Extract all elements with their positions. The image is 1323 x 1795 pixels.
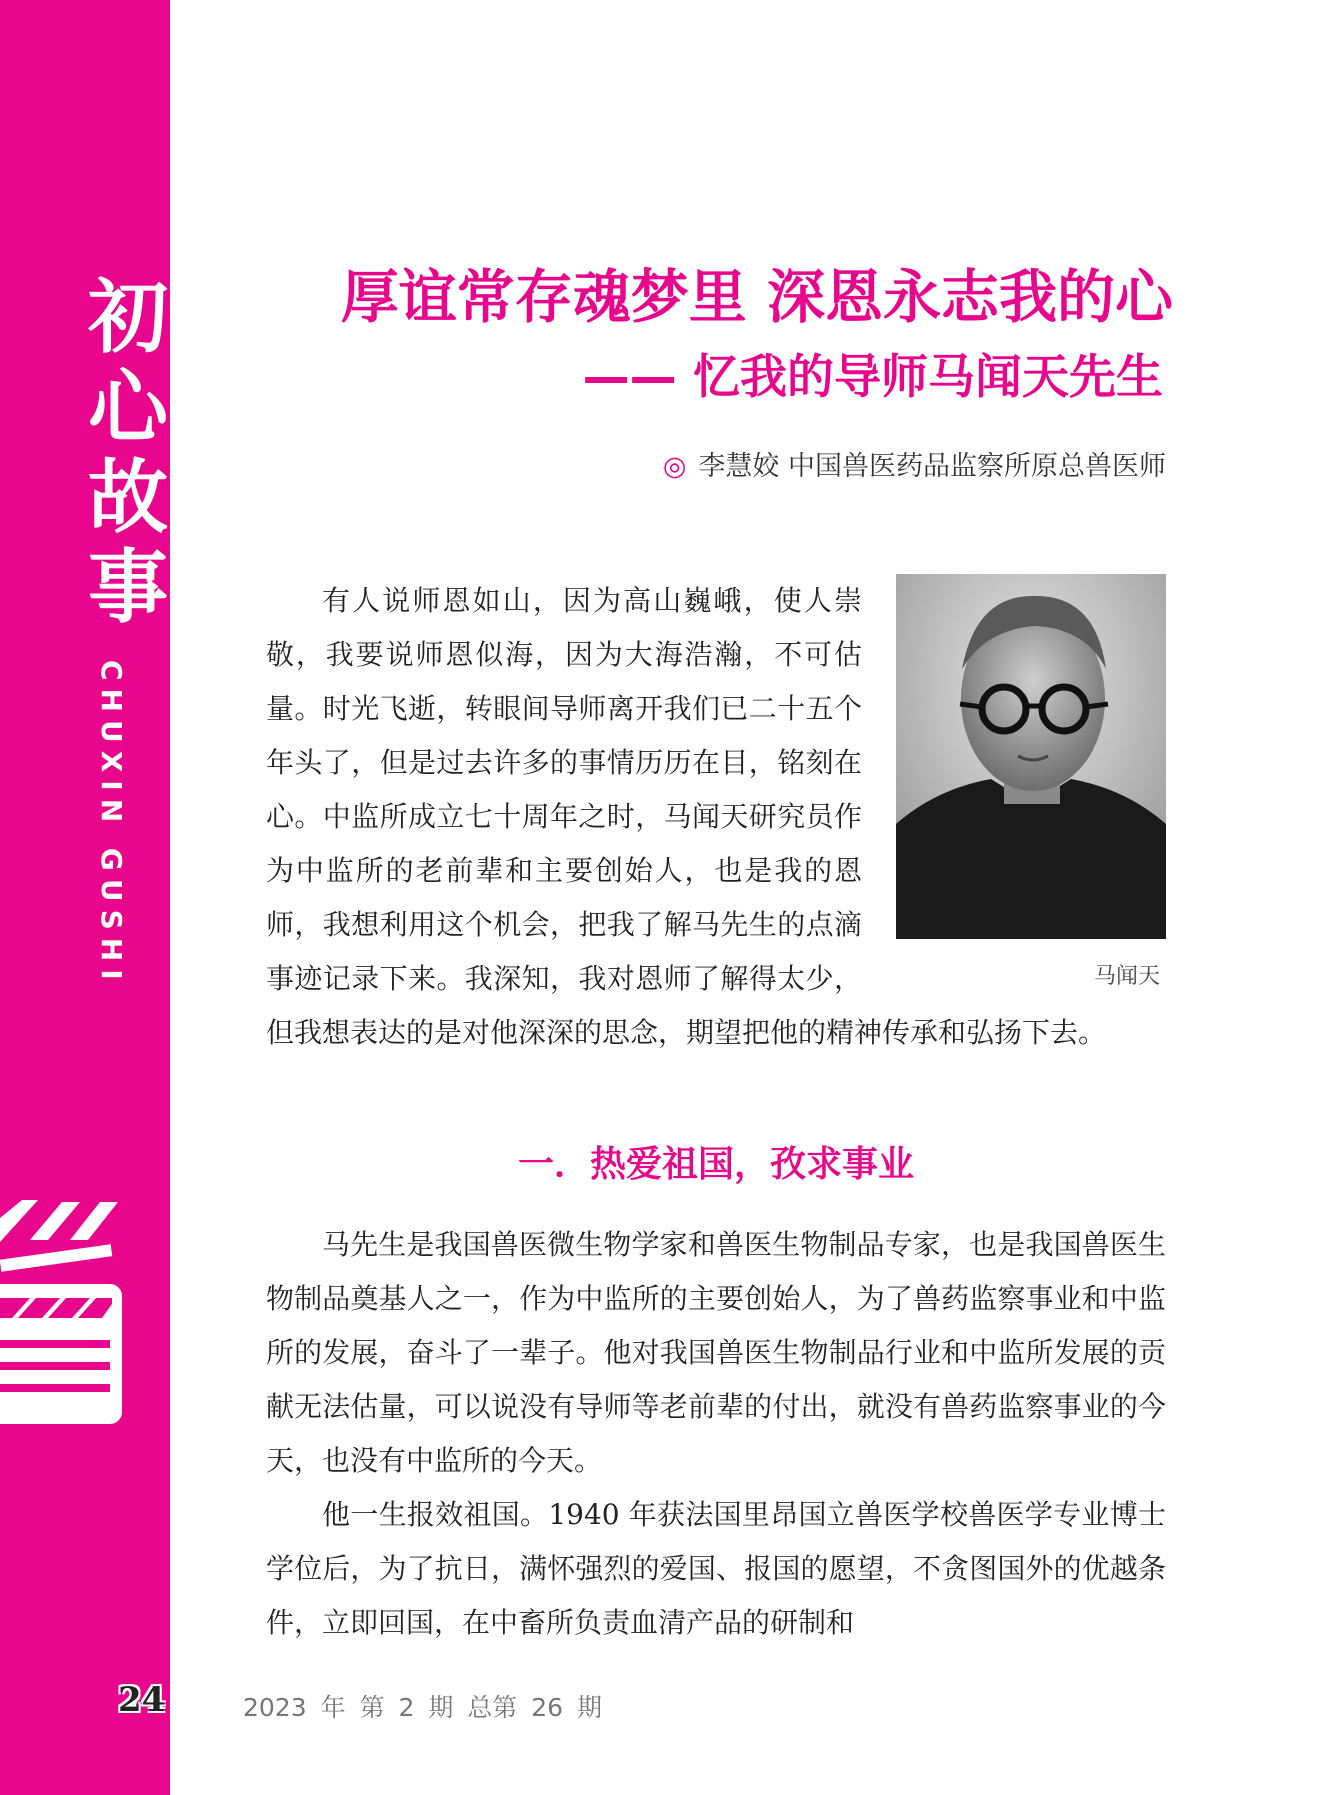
body-paragraph: 马先生是我国兽医微生物学家和兽医生物制品专家，也是我国兽医生物制品奠基人之一，作为中监所的主要创始人，为了兽药监察事业和中监所的发展，奋斗了一辈子。他对我国兽医生物制品行业和中监所发展的贡献无法估量，可以说没有导师等老前辈的付出，就没有兽药监察事业的今天，也没有中监所的今天。 xyxy=(266,1228,1166,1477)
body-paragraph: 他一生报效祖国。1940 年获法国里昂国立兽医学校兽医学专业博士学位后，为了抗日，满怀强烈的爱国、报国的愿望，不贪图国外的优越条件，立即回国，在中畜所负责血清产品的研制和 xyxy=(266,1498,1166,1639)
column-title xyxy=(88,272,168,632)
section-heading: 一．热爱祖国，孜求事业 xyxy=(517,1144,914,1185)
page-number: 24 xyxy=(118,1680,166,1720)
portrait-figure xyxy=(896,574,1166,997)
clapperboard-icon xyxy=(0,1180,125,1430)
column-title-char: 故 xyxy=(88,450,168,544)
column-title-char: 事 xyxy=(88,540,168,634)
photo-caption: 马闻天 xyxy=(1093,964,1160,989)
article-subtitle: —— 忆我的导师马闻天先生 xyxy=(582,350,1163,405)
portrait-photo xyxy=(896,574,1166,939)
byline-text: 李慧姣 中国兽医药品监察所原总兽医师 xyxy=(698,451,1166,482)
column-pinyin: CHUXIN GUSHI xyxy=(95,660,128,988)
issue-info: 2023 年 第 2 期 总第 26 期 xyxy=(243,1693,602,1722)
intro-section xyxy=(266,574,1166,1060)
byline-mark: ◎ xyxy=(662,451,687,482)
article-title: 厚谊常存魂梦里 深恩永志我的心 xyxy=(340,263,1173,331)
column-title-char: 初 xyxy=(88,270,168,364)
intro-paragraph: 有人说师恩如山，因为高山巍峨，使人崇敬，我要说师恩似海，因为大海浩瀚，不可估量。时光飞逝，转眼间导师离开我们已二十五个年头了，但是过去许多的事情历历在目，铭刻在心。中监所成立七十周年之时，马闻天研究员作为中监所的老前辈和主要创始人，也是我的恩师，我想利用这个机会，把我了解马先生的点滴事迹记录下来。我深知，我对恩师了解得太少，但我想表达的是对他深深的思念，期望把他的精神传承和弘扬下去。 xyxy=(266,584,1107,1049)
byline xyxy=(213,444,1166,483)
section-1-body xyxy=(266,1218,1166,1650)
column-title-char: 心 xyxy=(88,360,168,454)
